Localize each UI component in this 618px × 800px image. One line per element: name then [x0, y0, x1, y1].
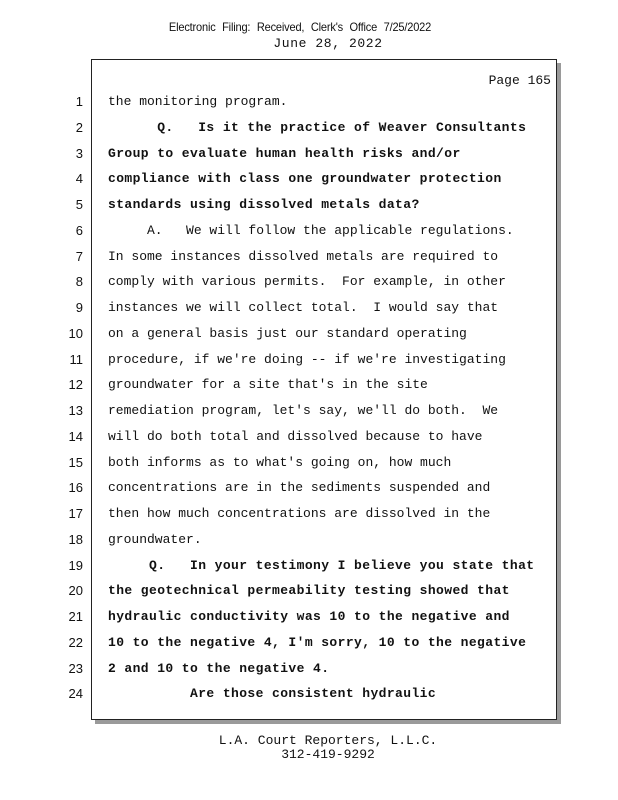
line-number: 24: [68, 686, 83, 701]
transcript-line: on a general basis just our standard operating: [108, 326, 467, 341]
transcript-line: the monitoring program.: [108, 94, 288, 109]
line-number: 16: [68, 480, 83, 495]
line-number: 5: [75, 197, 83, 212]
transcript-question-line: 10 to the negative 4, I'm sorry, 10 to the negative: [108, 635, 527, 650]
filing-stamp: Electronic Filing: Received, Clerk's Office 7/25/2022: [168, 20, 432, 34]
transcript-question-line: compliance with class one groundwater protection: [108, 171, 502, 186]
line-number: 11: [69, 352, 83, 367]
line-number: 7: [75, 249, 83, 264]
transcript-question-line: Are those consistent hydraulic: [108, 686, 437, 701]
transcript-line: groundwater.: [108, 532, 202, 547]
transcript-line: then how much concentrations are dissolved in the: [108, 506, 491, 521]
line-number: 1: [75, 94, 83, 109]
line-number: 3: [75, 146, 83, 161]
transcript-question-line: Group to evaluate human health risks and/or: [108, 146, 461, 161]
line-number: 21: [68, 609, 83, 624]
line-number: 6: [75, 223, 83, 238]
line-number: 22: [68, 635, 83, 650]
line-number: 15: [68, 455, 83, 470]
transcript-question-line: Q. Is it the practice of Weaver Consultants: [108, 120, 527, 135]
transcript-line: In some instances dissolved metals are required to: [108, 249, 499, 264]
court-reporter-name: L.A. Court Reporters, L.L.C.: [218, 733, 438, 748]
page-number: Page 165: [488, 73, 551, 88]
line-number: 19: [68, 558, 83, 573]
line-number: 9: [75, 300, 83, 315]
line-number: 2: [75, 120, 83, 135]
line-number: 12: [68, 377, 83, 392]
line-number: 14: [68, 429, 83, 444]
transcript-line: instances we will collect total. I would say that: [108, 300, 499, 315]
line-number: 20: [68, 583, 83, 598]
transcript-line: A. We will follow the applicable regulations.: [108, 223, 514, 238]
line-number: 4: [75, 171, 83, 186]
transcript-question-line: hydraulic conductivity was 10 to the negative and: [108, 609, 510, 624]
transcript-question-line: the geotechnical permeability testing showed that: [108, 583, 510, 598]
transcript-line: both informs as to what's going on, how much: [108, 455, 452, 470]
transcript-question-line: Q. In your testimony I believe you state that: [108, 558, 535, 573]
transcript-question-line: 2 and 10 to the negative 4.: [108, 661, 330, 676]
transcript-line: will do both total and dissolved because to have: [108, 429, 483, 444]
line-number: 8: [75, 274, 83, 289]
line-number: 10: [68, 326, 83, 341]
court-reporter-phone: 312-419-9292: [281, 747, 375, 762]
transcript-line: concentrations are in the sediments suspended and: [108, 480, 491, 495]
transcript-line: procedure, if we're doing -- if we're investigating: [108, 352, 506, 367]
line-number: 18: [68, 532, 83, 547]
line-number: 17: [68, 506, 83, 521]
transcript-line: comply with various permits. For example, in other: [108, 274, 506, 289]
deposition-date: June 28, 2022: [273, 36, 383, 51]
line-number: 13: [68, 403, 83, 418]
transcript-question-line: standards using dissolved metals data?: [108, 197, 420, 212]
line-number: 23: [68, 661, 83, 676]
transcript-line: remediation program, let's say, we'll do both. We: [108, 403, 499, 418]
transcript-line: groundwater for a site that's in the site: [108, 377, 428, 392]
